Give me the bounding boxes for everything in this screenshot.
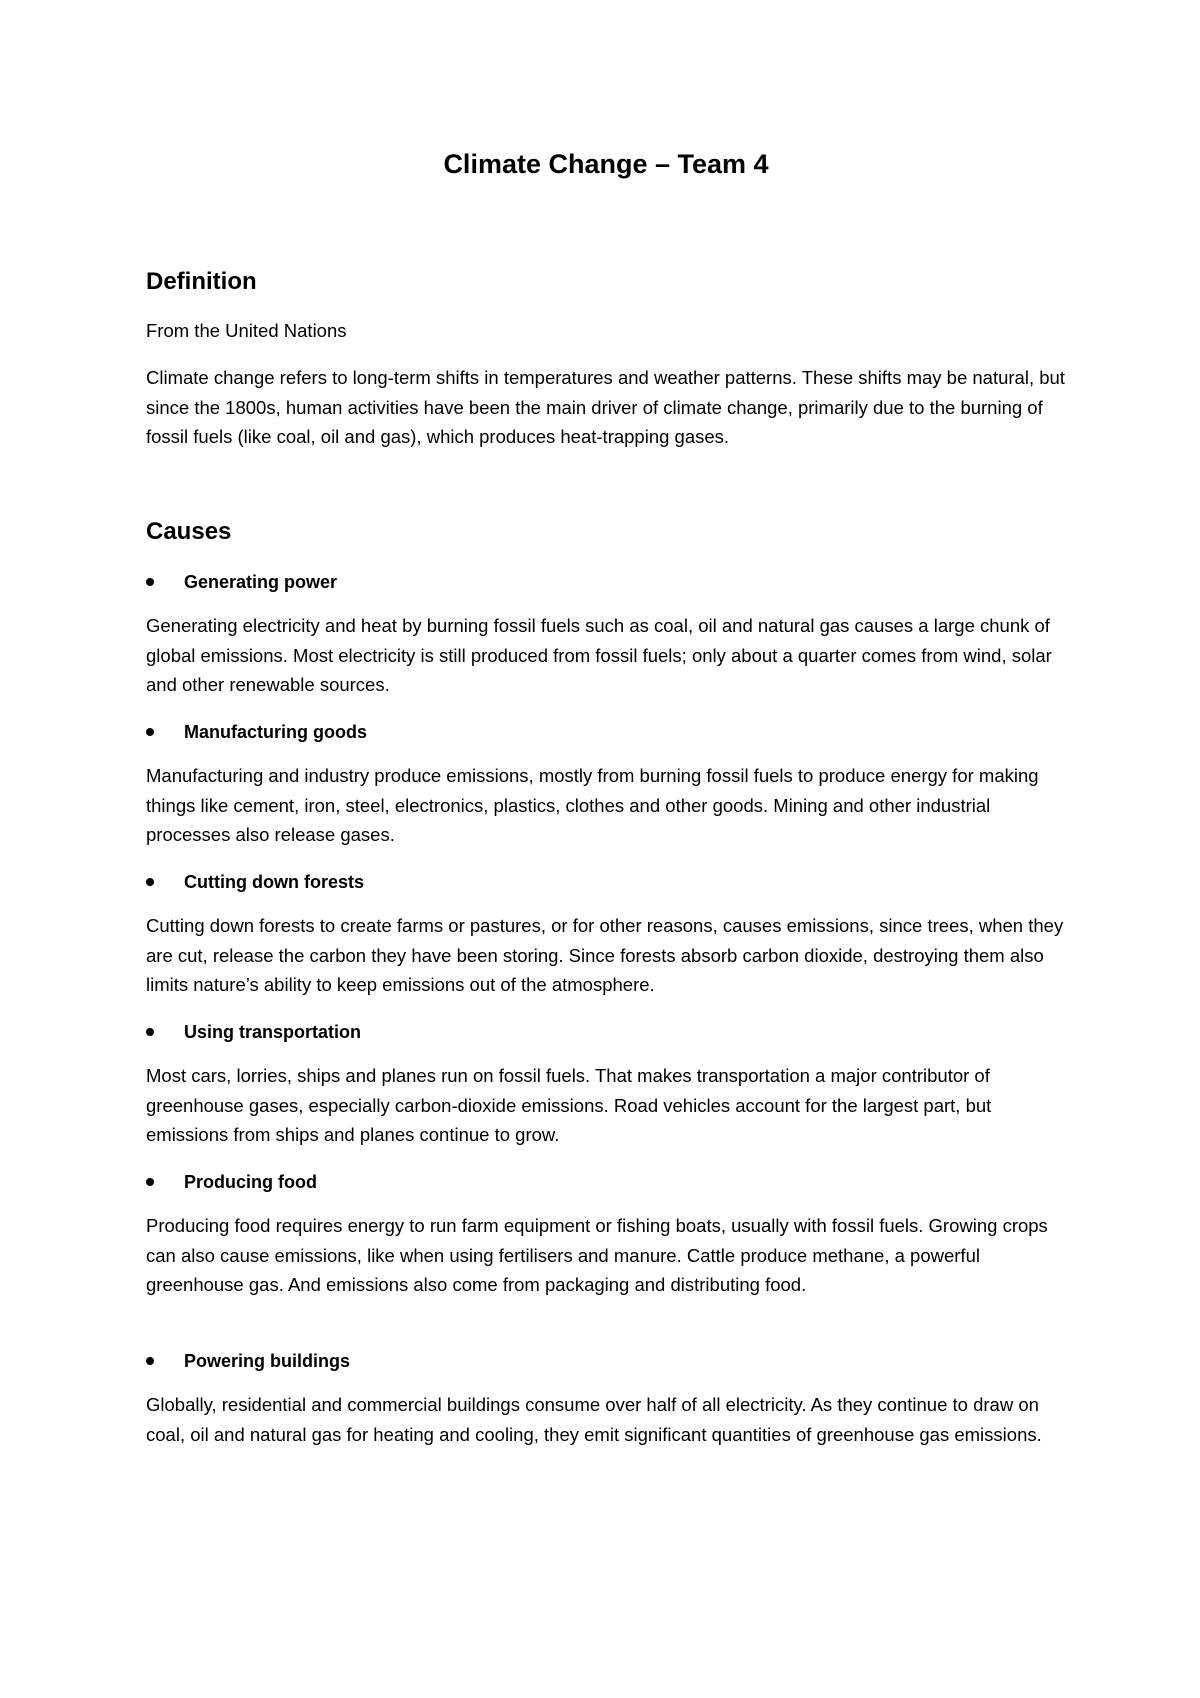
cause-label: Generating power — [184, 572, 338, 592]
cause-label: Producing food — [184, 1172, 317, 1192]
cause-text: Globally, residential and commercial buildings consume over half of all electricity. As they continue to draw on coal, oil and natural gas for heating and cooling, they emit significant quantities of greenhouse gas emissions. — [146, 1394, 1042, 1445]
definition-source: From the United Nations — [146, 320, 347, 341]
cause-label: Cutting down forests — [184, 872, 364, 892]
cause-text: Generating electricity and heat by burning fossil fuels such as coal, oil and natural gas causes a large chunk of global emissions. Most electricity is still produced from fossil fuels; only about a quarter comes from wind, solar and other renewable sources. — [146, 615, 1052, 695]
causes-heading: Causes — [146, 518, 232, 545]
cause-bullet — [184, 869, 364, 895]
bullet-dot-icon — [146, 878, 154, 886]
definition-text: Climate change refers to long-term shifts in temperatures and weather patterns. These shifts may be natural, but since the 1800s, human activities have been the main driver of climate change, primarily due to the burning of fossil fuels (like coal, oil and gas), which produces heat-trapping gases. — [146, 367, 1065, 447]
bullet-dot-icon — [146, 1357, 154, 1365]
cause-label: Manufacturing goods — [184, 722, 367, 742]
bullet-dot-icon — [146, 728, 154, 736]
bullet-dot-icon — [146, 1028, 154, 1036]
cause-text: Most cars, lorries, ships and planes run on fossil fuels. That makes transportation a major contributor of greenhouse gases, especially carbon-dioxide emissions. Road vehicles account for the largest part, but emissions from ships and planes continue to grow. — [146, 1065, 992, 1145]
cause-text: Manufacturing and industry produce emissions, mostly from burning fossil fuels to produce energy for making things like cement, iron, steel, electronics, plastics, clothes and other goods. Mining and other industrial processes also release gases. — [146, 765, 1039, 845]
bullet-dot-icon — [146, 578, 154, 586]
cause-label: Using transportation — [184, 1022, 362, 1042]
bullet-dot-icon — [146, 1178, 154, 1186]
document-title: Climate Change – Team 4 — [443, 149, 769, 179]
cause-bullet — [184, 719, 367, 745]
cause-bullet — [184, 1348, 350, 1374]
cause-bullet — [184, 1019, 361, 1045]
definition-heading: Definition — [146, 268, 257, 295]
cause-text: Cutting down forests to create farms or pastures, or for other reasons, causes emissions, since trees, when they are cut, release the carbon they have been storing. Since forests absorb carbon dioxide, destroying them also limits nature’s ability to keep emissions out of the atmosphere. — [146, 915, 1064, 995]
cause-text: Producing food requires energy to run farm equipment or fishing boats, usually with fossil fuels. Growing crops can also cause emissions, like when using fertilisers and manure. Cattle produce methane, a powerful greenhouse gas. And emissions also come from packaging and distributing food. — [146, 1215, 1048, 1295]
cause-bullet — [184, 1169, 317, 1195]
cause-bullet — [184, 569, 337, 595]
cause-label: Powering buildings — [184, 1351, 350, 1371]
